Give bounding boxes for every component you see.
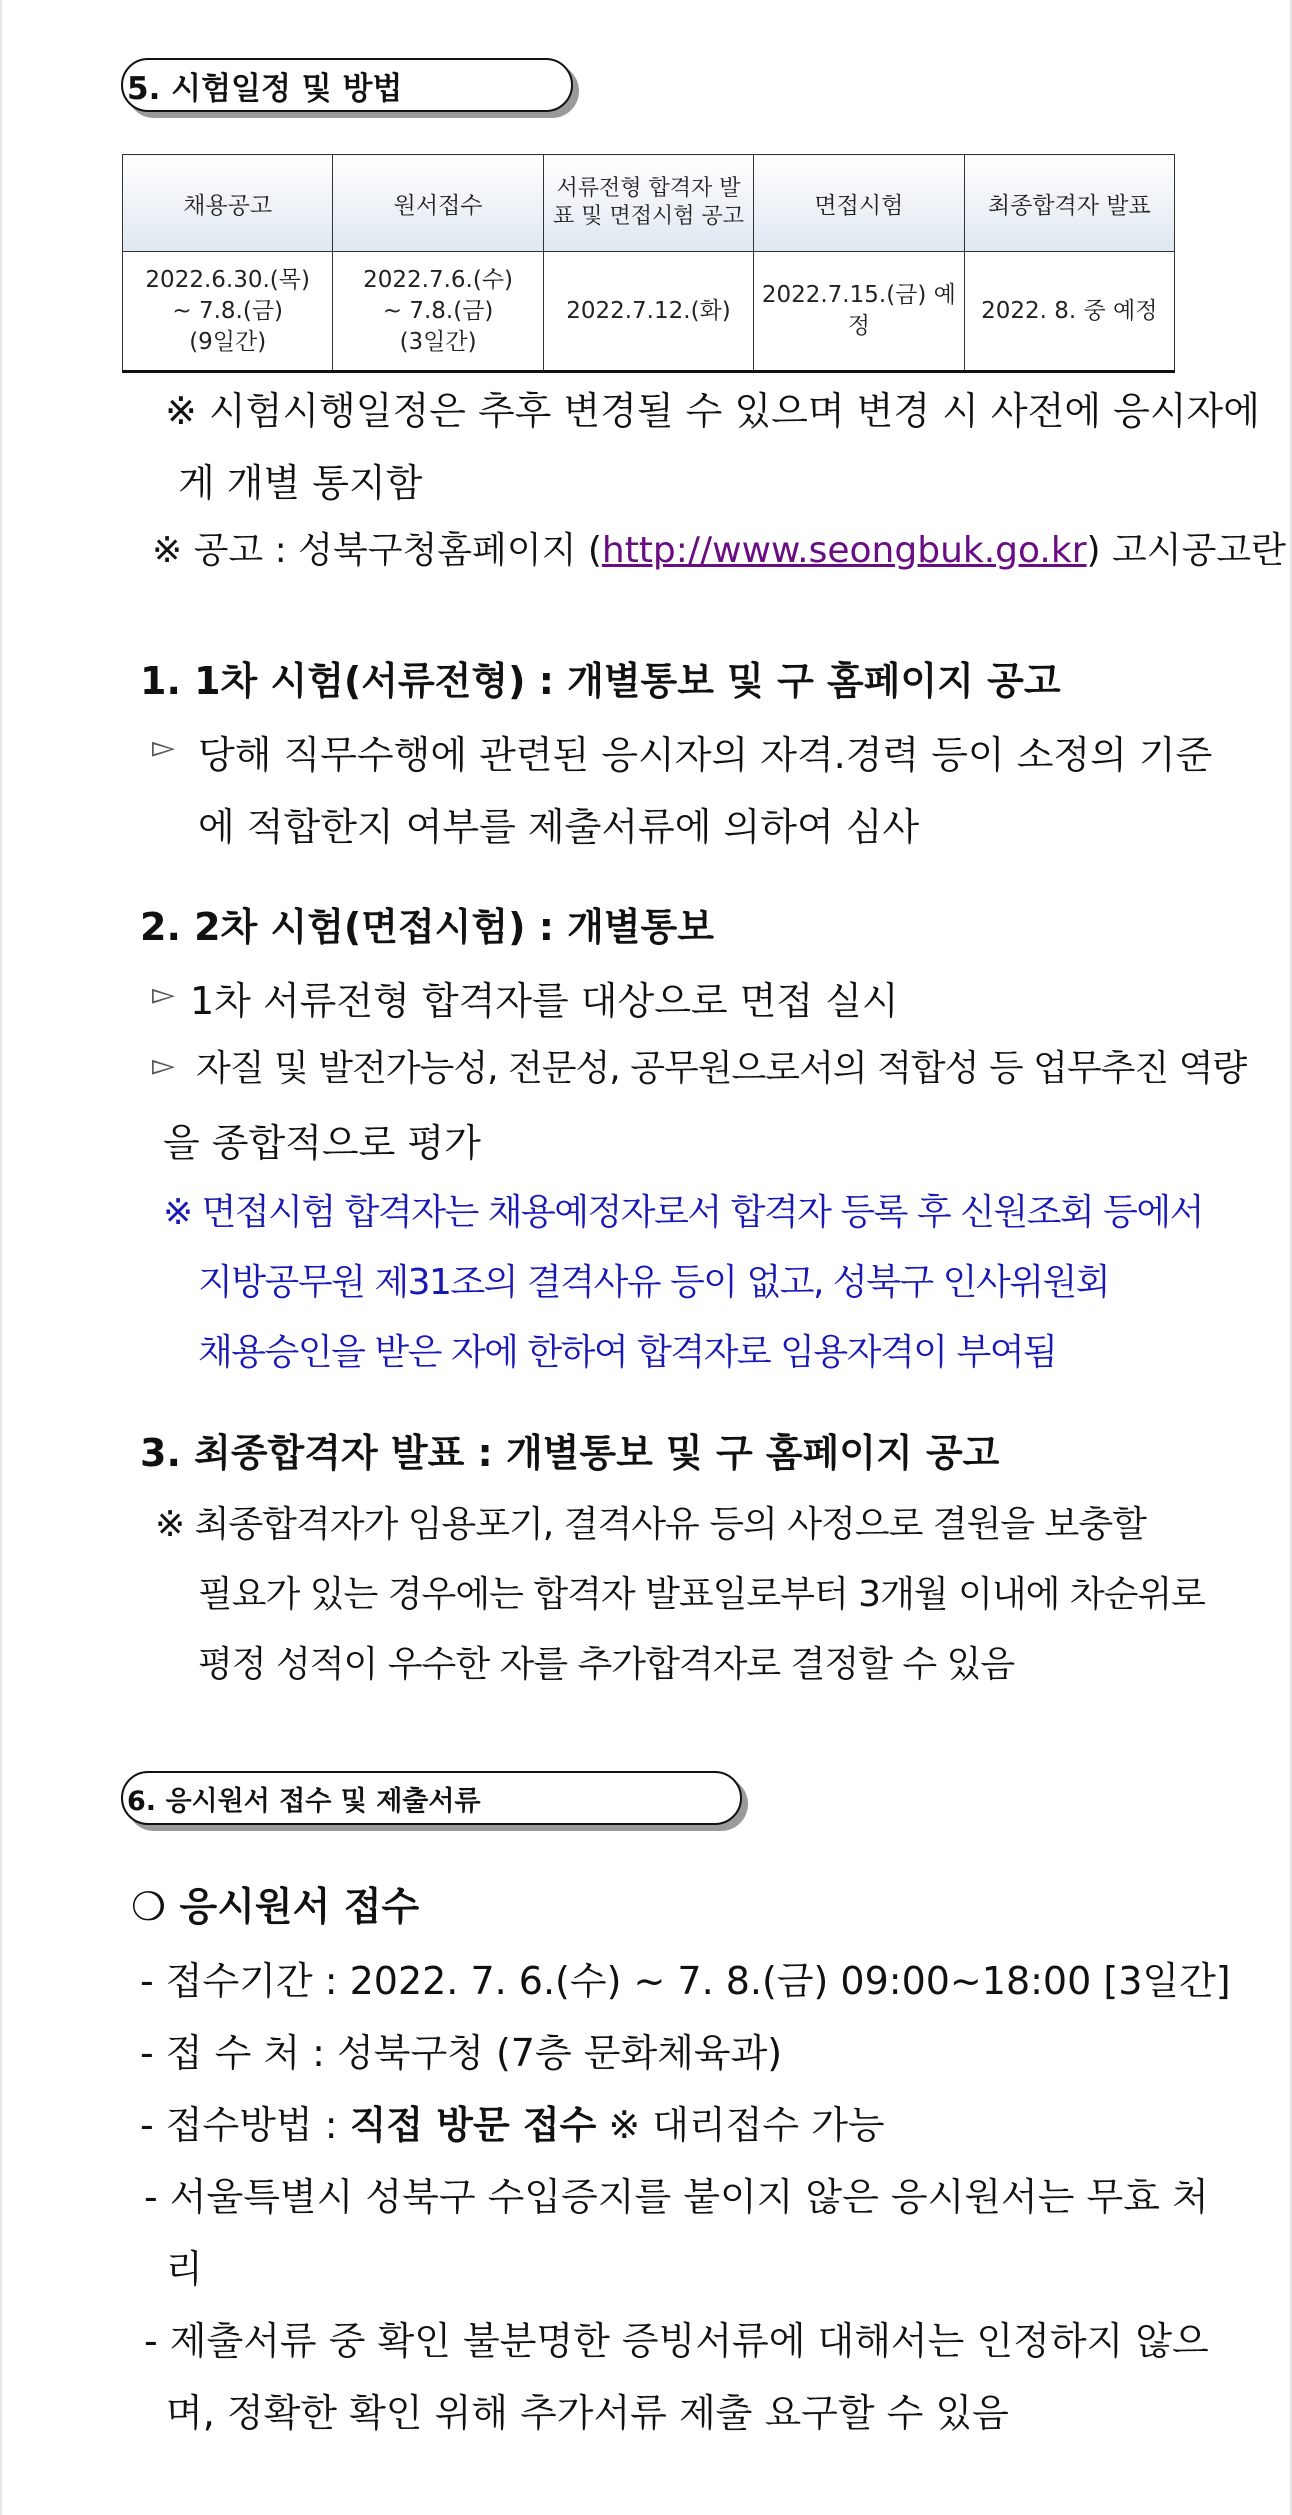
notice-note [152,522,1286,573]
step3-line1: ※ 최종합격자가 임용포기, 결격사유 등의 사정으로 결원을 보충할 [155,1504,1146,1545]
stamp-note-line2: 리 [166,2247,203,2291]
schedule-note-line2: 게 개별 통지함 [178,461,423,505]
notice-note-suffix: ) 고시공고란 [1086,530,1286,571]
application-method [140,2094,885,2149]
schedule-header-posting: 채용공고 [123,155,333,252]
notice-note-prefix: ※ 공고 : 성북구청홈페이지 ( [152,530,602,571]
homepage-link[interactable]: http://www.seongbuk.go.kr [601,530,1087,571]
step1-heading: 1. 1차 시험(서류전형) : 개별통보 및 구 홈페이지 공고 [140,659,1061,703]
application-method-bold: 직접 방문 접수 [349,2103,597,2147]
section5-title-box [121,58,573,112]
schedule-cell-posting [123,252,333,372]
schedule-header-document-result-line1: 서류전형 합격자 발 [556,176,741,201]
schedule-header-interview: 면접시험 [754,155,964,252]
step1-line1: 당해 직무수행에 관련된 응시자의 자격.경력 등이 소정의 기준 [198,733,1213,777]
docs-note-line2: 며, 정확한 확인 위해 추가서류 제출 요구할 수 있음 [166,2391,1009,2435]
stamp-note-line1: - 서울특별시 성북구 수입증지를 붙이지 않은 응시원서는 무효 처 [144,2175,1209,2219]
section5-title: 5. 시험일정 및 방법 [127,70,403,107]
step2-bullet-icon: ▻ [152,1048,176,1083]
step2-item1: 1차 서류전형 합격자를 대상으로 면접 실시 [190,979,899,1023]
section6-title-box [121,1771,742,1825]
schedule-header-final: 최종합격자 발표 [964,155,1174,252]
schedule-cell-final: 2022. 8. 중 예정 [964,252,1174,372]
step3-line2: 필요가 있는 경우에는 합격자 발표일로부터 3개월 이내에 차순위로 [198,1574,1205,1615]
step2-item2-line1: 자질 및 발전가능성, 전문성, 공무원으로서의 적합성 등 업무추진 역량 [196,1048,1247,1089]
section6-title: 6. 응시원서 접수 및 제출서류 [127,1785,481,1817]
step2-bullet-icon: ▻ [152,977,176,1012]
step1-bullet-icon: ▻ [152,730,176,765]
schedule-header-document-result [543,155,753,252]
step2-blue-note-line2: 지방공무원 제31조의 결격사유 등이 없고, 성북구 인사위원회 [198,1262,1110,1303]
schedule-cell-text: (3일간) [399,328,477,355]
schedule-table [122,154,1175,370]
page-edge-left [0,0,2,2515]
step2-blue-note-line3: 채용승인을 받은 자에 한하여 합격자로 임용자격이 부여됨 [198,1332,1057,1373]
schedule-cell-document-result: 2022.7.12.(화) [543,252,753,372]
step2-blue-note-line1: ※ 면접시험 합격자는 채용예정자로서 합격자 등록 후 신원조회 등에서 [163,1192,1203,1233]
application-subheading: ❍ 응시원서 접수 [131,1885,420,1930]
schedule-note-line1: ※ 시험시행일정은 추후 변경될 수 있으며 변경 시 사전에 응시자에 [165,389,1260,433]
schedule-cell-text: 2022.7.6.(수) [363,266,514,293]
step1-line2: 에 적합한지 여부를 제출서류에 의하여 심사 [198,805,920,849]
docs-note-line1: - 제출서류 중 확인 불분명한 증빙서류에 대해서는 인정하지 않으 [144,2319,1209,2363]
schedule-cell-text: ~ 7.8.(금) [382,297,494,324]
application-place: - 접 수 처 : 성북구청 (7층 문화체육과) [140,2031,783,2075]
schedule-cell-text: 2022.7.15.(금) 예 [761,282,956,308]
schedule-cell-text: ~ 7.8.(금) [172,297,284,324]
schedule-cell-application [333,252,543,372]
schedule-cell-text: 정 [847,313,870,339]
schedule-cell-text: 2022.6.30.(목) [145,266,310,293]
schedule-header-document-result-line2: 표 및 면접시험 공고 [552,204,744,229]
step3-heading: 3. 최종합격자 발표 : 개별통보 및 구 홈페이지 공고 [140,1431,1000,1475]
application-period: - 접수기간 : 2022. 7. 6.(수) ~ 7. 8.(금) 09:00~18:00 [3일간] [140,1959,1231,2003]
schedule-cell-interview [754,252,964,372]
schedule-header-application: 원서접수 [333,155,543,252]
application-method-suffix: ※ 대리접수 가능 [596,2103,885,2147]
step2-item2-line2: 을 종합적으로 평가 [163,1121,481,1165]
schedule-cell-text: (9일간) [189,328,267,355]
step2-heading: 2. 2차 시험(면접시험) : 개별통보 [140,905,714,949]
step3-line3: 평정 성적이 우수한 자를 추가합격자로 결정할 수 있음 [198,1644,1015,1685]
application-method-prefix: - 접수방법 : [140,2103,350,2147]
